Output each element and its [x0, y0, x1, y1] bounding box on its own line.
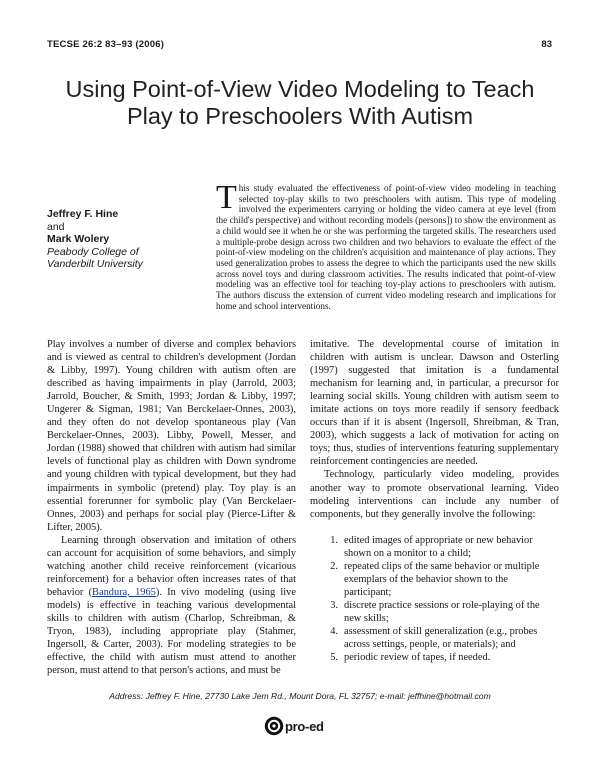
list-item: [310, 651, 559, 664]
author-conjunction: and: [47, 220, 65, 233]
list-item: [310, 625, 559, 651]
list-item-number: 5.: [330, 652, 338, 664]
body-paragraph-2: [47, 534, 296, 678]
author-1: Jeffrey F. Hine: [47, 208, 119, 220]
paragraph-2-text-end: ). In vivo modeling (using live models) is effective in teaching various developmental skills to children with autism (Charlop, Schreibman, & Tryon, 1983), including appropriate play (Stahmer, Ingersoll, & Carter, 2003). For modeling strategies to be effective, the child with autism must attend to another person, must attend to that person's actions, and must be: [47, 586, 296, 677]
abstract: [216, 179, 556, 311]
title-line-1: Using Point-of-View Video Modeling to Teach: [65, 76, 535, 102]
list-item-text: discrete practice sessions or role-playing of the new skills;: [344, 599, 540, 624]
journal-citation: TECSE 26:2 83–93 (2006): [47, 39, 165, 50]
list-item-text: repeated clips of the same behavior or multiple exemplars of the behavior shown to the participant;: [344, 560, 540, 598]
article-title: [40, 76, 560, 130]
list-item-text: periodic review of tapes, if needed.: [344, 652, 491, 664]
paragraph-2-text-start: Learning through observation and imitation of others can account for acquisition of some behaviors, and simply watching another child receive reinforcement (vicarious reinforcement) for a behavior often increases rates of that behavior (: [47, 534, 296, 598]
abstract-drop-cap: T: [216, 179, 237, 216]
body-paragraph-3: imitative. The developmental course of imitation in children with autism is unclear. Dawson and Osterling (1997) suggested that imitation is a fundamental mechanism for learning and, in particular, a precursor for learning social skills. Young children with autism seem to imitate actions on toys more readily if sensory feedback occurs than if it is absent (Ingersoll, Shreibman, & Tran, 2003), which suggests a lack of motivation for acting on toys; thus, studies of interventions featuring supplementary reinforcement contingencies are needed.: [310, 339, 559, 468]
list-item: [310, 560, 559, 599]
abstract-text: his study evaluated the effectiveness of point-of-view video modeling in teaching selected toy-play skills to two preschoolers with autism. This type of modeling involved the experimenters carrying or holding the video camera at eye level (from the child's perspective) and without recording models (persons]) to show the environment as a child would see it when he or she was performing the targeted skills. The researchers used a multiple-probe design across two children and two behaviors to evaluate the effect of the point-of-view modeling on the children's acquisition and maintenance of play actions. They used generalization probes to assess the degree to which the participants used the new skills across novel toys and during classroom activities. The results indicated that point-of-view modeling was an effective tool for teaching toy-play actions to preschoolers with autism. The authors discuss the extension of current video modeling research and implications for home and school interventions.: [216, 183, 556, 311]
body-column-left: [47, 338, 296, 677]
list-item: [310, 534, 559, 560]
body-paragraph-4: Technology, particularly video modeling, provides another way to promote observational learning. Video modeling interventions can include any number of components, but they generally involve the following:: [310, 469, 559, 520]
citation-link-bandura[interactable]: Bandura, 1965: [92, 586, 156, 598]
author-block: [47, 208, 207, 271]
list-item-number: 2.: [330, 560, 338, 572]
body-column-right: [310, 338, 559, 664]
components-list: [310, 534, 559, 664]
page-number: 83: [541, 39, 552, 50]
publisher-name: pro-ed: [285, 718, 324, 734]
affiliation-line-2: Vanderbilt University: [47, 258, 143, 270]
title-line-2: Play to Preschoolers With Autism: [126, 103, 474, 129]
affiliation-line-1: Peabody College of: [47, 245, 139, 258]
list-item-number: 3.: [330, 599, 338, 611]
list-item-number: 4.: [330, 625, 338, 637]
publisher-logo: [264, 715, 344, 737]
list-item: [310, 599, 559, 625]
list-item-text: assessment of skill generalization (e.g., probes across settings, people, or materials); and: [344, 625, 538, 651]
pro-ed-logo-icon: [264, 716, 284, 736]
list-item-text: edited images of appropriate or new behavior shown on a monitor to a child;: [344, 534, 533, 559]
body-paragraph-1: Play involves a number of diverse and complex behaviors and is viewed as central to children's development (Jordan & Libby, 1997). Young children with autism often are described as having impairments in play (Jarrold, 2003; Jarrold, Boucher, & Smith, 1993; Jordan & Libby, 1997; Ungerer & Sigman, 1981; Van Berckelaer-Onnes, 2003), and they often do not develop spontaneous play (Van Berckelaer-Onnes, 2003). Libby, Powell, Messer, and Jordan (1988) showed that children with autism had similar levels of functional play as children with Down syndrome and young children with typical development, but they had impairments in symbolic (pretend) play. Toy play is an essential forerunner for symbolic play (Van Berckelaer-Onnes, 2003) and perhaps for social play (Pierce-Lifter & Lifter, 2005).: [47, 339, 296, 533]
footer-address: Address: Jeffrey F. Hine, 27730 Lake Jem Rd., Mount Dora, FL 32757; e-mail: jeffhine@hotmail.com: [109, 691, 491, 701]
author-2: Mark Wolery: [47, 233, 110, 245]
list-item-number: 1.: [330, 534, 338, 546]
